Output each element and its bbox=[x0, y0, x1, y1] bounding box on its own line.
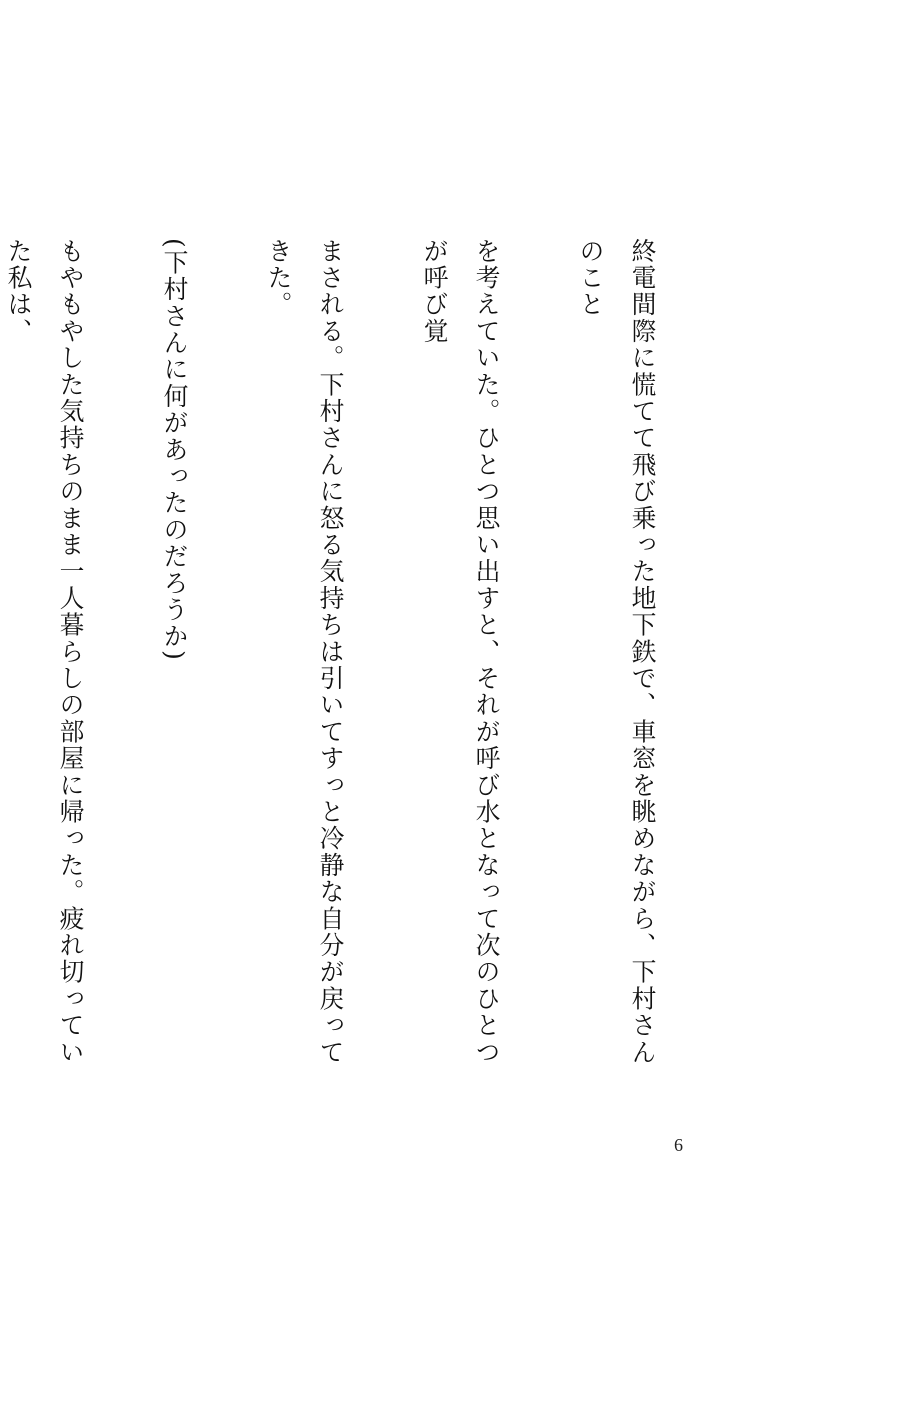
text-line: 終電間際に慌てて飛び乗った地下鉄で、車窓を眺めながら、下村さんのこと bbox=[576, 238, 657, 1066]
text-line: (下村さんに何があったのだろうか) bbox=[160, 238, 189, 662]
text-line: まされる。下村さんに怒る気持ちは引いてすっと冷静な自分が戻ってきた。 bbox=[264, 238, 345, 1066]
text-line: を考えていた。ひとつ思い出すと、それが呼び水となって次のひとつが呼び覚 bbox=[420, 238, 501, 1066]
text-line: もやもやした気持ちのまま一人暮らしの部屋に帰った。疲れ切っていた私は、 bbox=[4, 238, 85, 1066]
vertical-text-body bbox=[4, 238, 720, 1088]
page-number: 6 bbox=[674, 1135, 683, 1155]
